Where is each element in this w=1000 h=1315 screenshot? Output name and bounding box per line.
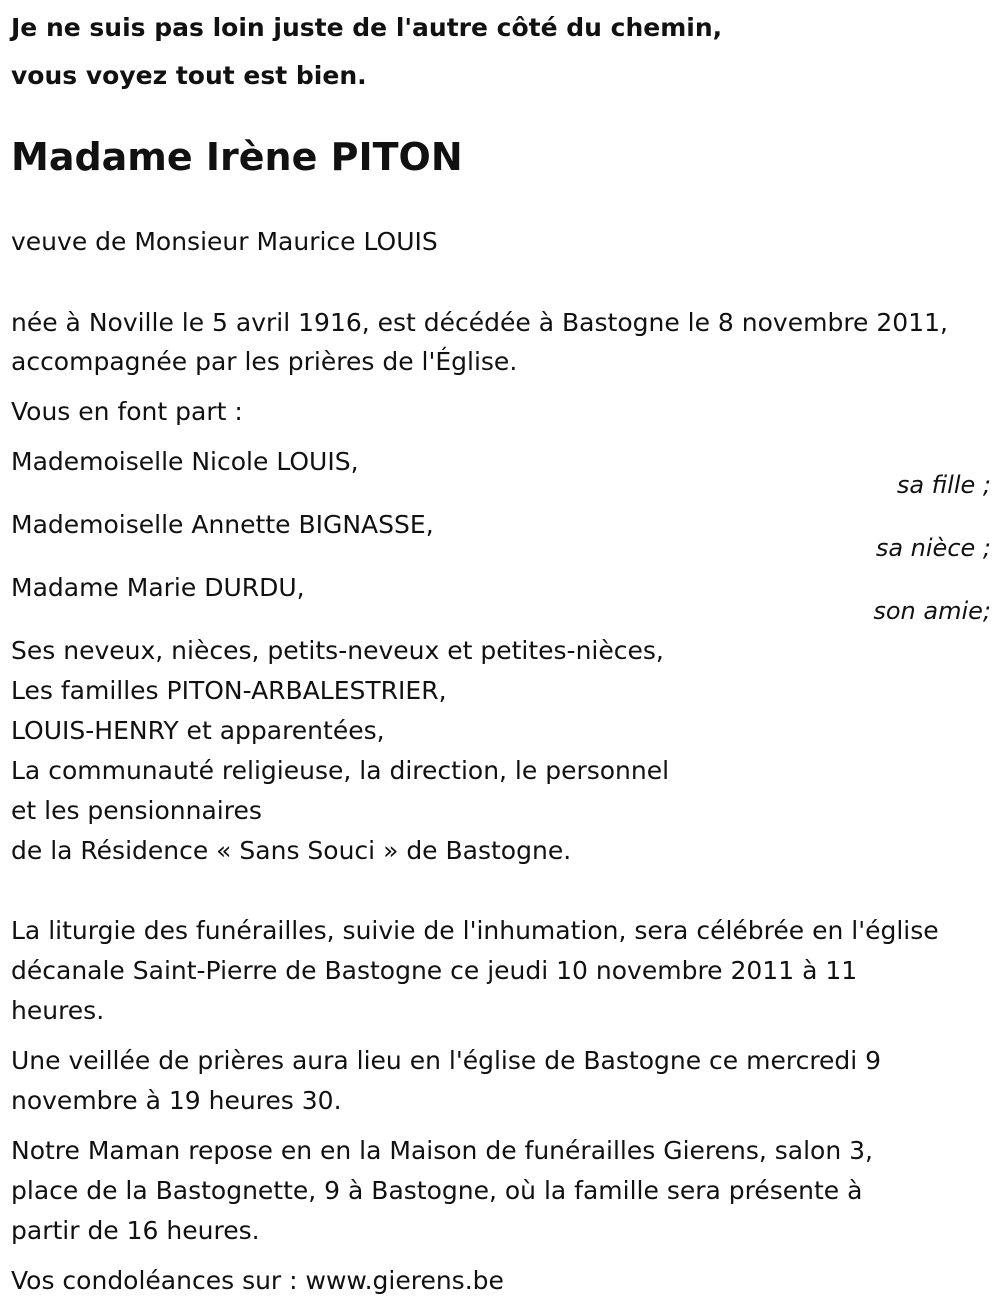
mourner-name: Mademoiselle Annette BIGNASSE, xyxy=(11,510,434,539)
mourner-relation: sa nièce ; xyxy=(875,534,991,562)
vigil-line: Une veillée de prières aura lieu en l'église de Bastogne ce mercredi 9 xyxy=(11,1046,882,1075)
mourner-name: Madame Marie DURDU, xyxy=(11,573,305,602)
epigraph-line-2: vous voyez tout est bien. xyxy=(11,61,367,90)
mourner-relation: sa fille ; xyxy=(896,471,991,499)
families-line: Ses neveux, nièces, petits-neveux et petites-nièces, xyxy=(11,636,664,665)
rest-line: partir de 16 heures. xyxy=(11,1216,260,1245)
epigraph-line-1: Je ne suis pas loin juste de l'autre côté du chemin, xyxy=(11,13,723,42)
families-line: Les familles PITON-ARBALESTRIER, xyxy=(11,676,447,705)
families-line: La communauté religieuse, la direction, le personnel xyxy=(11,756,670,785)
birth-death-line-1: née à Noville le 5 avril 1916, est décédée à Bastogne le 8 novembre 2011, xyxy=(11,308,948,337)
vigil-line: novembre à 19 heures 30. xyxy=(11,1086,342,1115)
funeral-line: La liturgie des funérailles, suivie de l'inhumation, sera célébrée en l'église xyxy=(11,916,939,945)
families-line: LOUIS-HENRY et apparentées, xyxy=(11,716,385,745)
widow-of: veuve de Monsieur Maurice LOUIS xyxy=(11,227,438,256)
rest-line: place de la Bastognette, 9 à Bastogne, où la famille sera présente à xyxy=(11,1176,863,1205)
deceased-name: Madame Irène PITON xyxy=(11,135,463,179)
birth-death-line-2: accompagnée par les prières de l'Église. xyxy=(11,347,518,376)
mourner-name: Mademoiselle Nicole LOUIS, xyxy=(11,447,359,476)
funeral-line: décanale Saint-Pierre de Bastogne ce jeudi 10 novembre 2011 à 11 xyxy=(11,956,858,985)
families-line: et les pensionnaires xyxy=(11,796,262,825)
funeral-line: heures. xyxy=(11,996,105,1025)
condolences: Vos condoléances sur : www.gierens.be xyxy=(11,1266,504,1295)
mourner-relation: son amie; xyxy=(873,597,991,625)
rest-line: Notre Maman repose en en la Maison de funérailles Gierens, salon 3, xyxy=(11,1136,873,1165)
families-line: de la Résidence « Sans Souci » de Bastogne. xyxy=(11,836,572,865)
announce-intro: Vous en font part : xyxy=(11,397,243,426)
